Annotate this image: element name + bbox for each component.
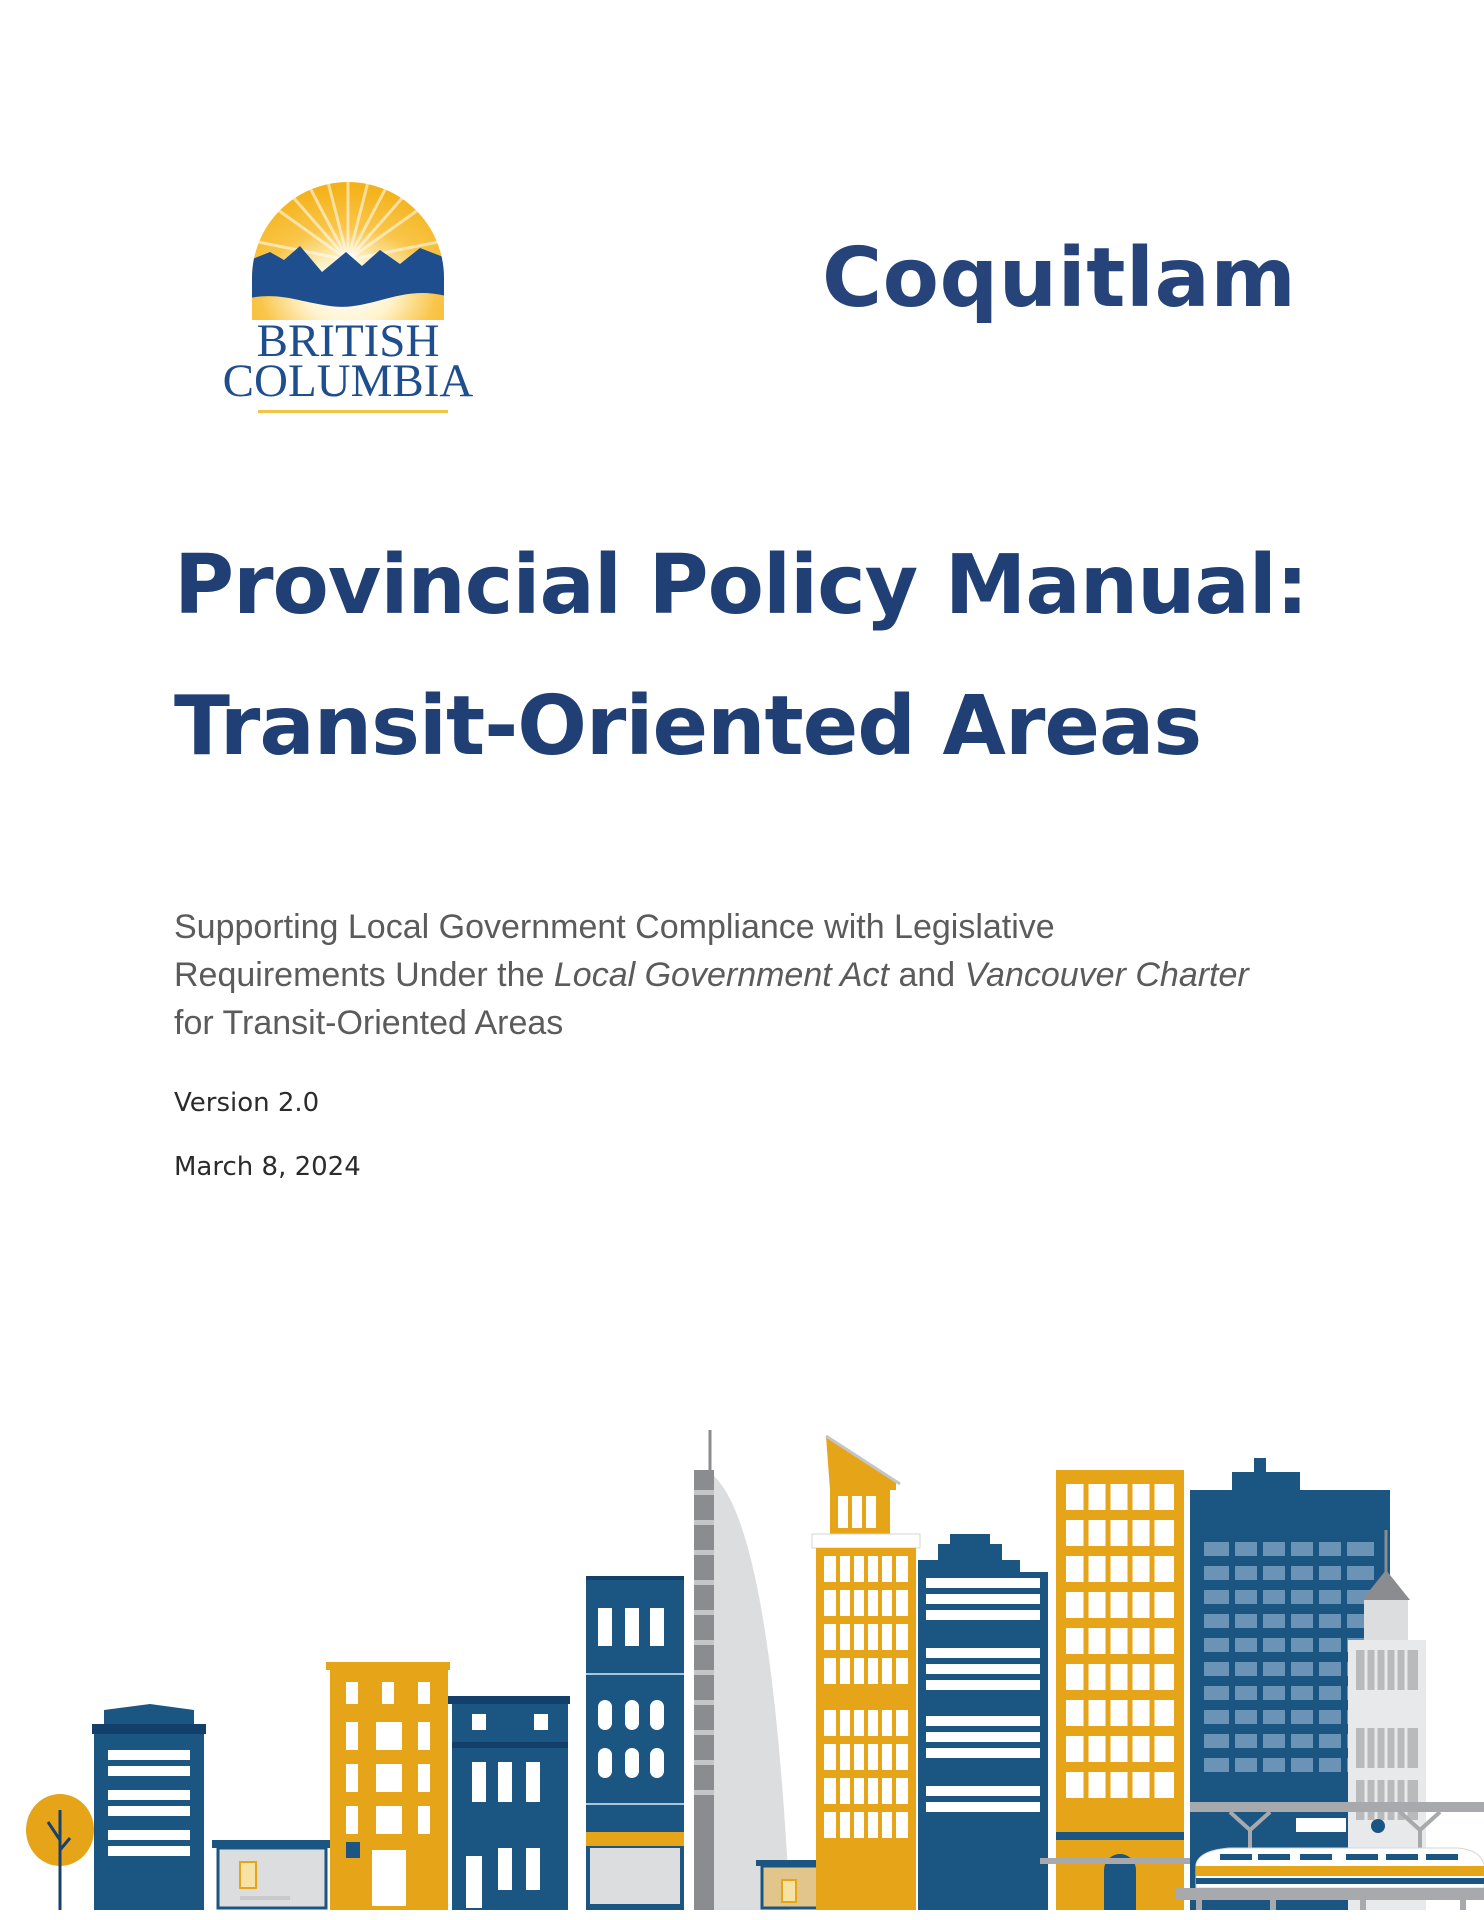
subtitle-text: Supporting Local Government Compliance with Legislative Requirements Under the [174,908,1055,994]
document-version: Version 2.0 [174,1088,320,1118]
building-7 [918,1534,1048,1910]
building-6 [812,1436,920,1910]
bc-logo-line2: COLUMBIA [222,355,474,407]
subtitle-act-name: Local Government Act [553,956,889,994]
subtitle-text: for Transit-Oriented Areas [174,1004,564,1042]
bus-shelter-1 [212,1840,332,1908]
bc-logo-underline [258,410,448,413]
bc-logo-line1: BRITISH [256,315,440,367]
document-date: March 8, 2024 [174,1152,361,1182]
building-5-tower [694,1430,790,1910]
building-8 [1056,1470,1184,1910]
document-title-line2: Transit-Oriented Areas [174,679,1202,774]
subtitle-charter-name: Vancouver Charter [964,956,1249,994]
tree-icon [26,1794,94,1910]
subtitle-text: and [889,956,965,994]
document-subtitle [174,903,1254,1047]
building-2 [326,1662,450,1910]
skytrain-icon [1196,1848,1484,1888]
building-4 [586,1576,684,1910]
city-skyline-illustration [0,1410,1484,1920]
building-1 [92,1704,206,1910]
municipality-logo: Coquitlam [822,231,1297,326]
document-title-line1: Provincial Policy Manual: [174,538,1308,633]
sun-mountain-emblem-icon [250,180,446,320]
bc-government-logo [218,180,478,420]
building-3 [448,1696,570,1910]
